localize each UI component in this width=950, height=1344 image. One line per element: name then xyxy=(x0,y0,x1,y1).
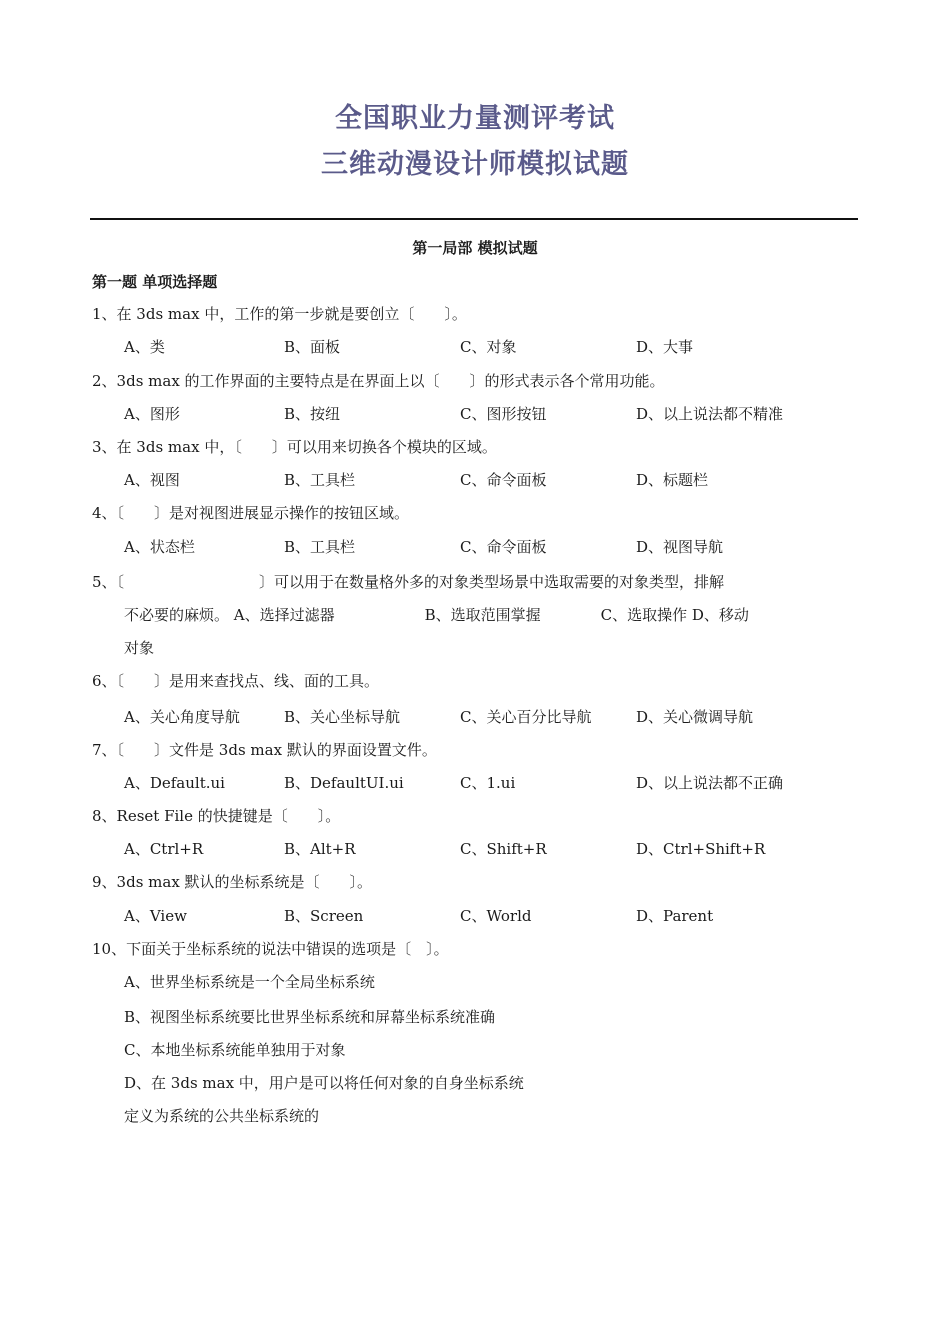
option-d: D、在 3ds max 中，用户是可以将任何对象的自身坐标系统 xyxy=(124,1074,524,1092)
option-d: D、以上说法都不正确 xyxy=(636,774,784,792)
option-b: B、Screen xyxy=(284,907,364,925)
option-b: B、Alt+R xyxy=(284,840,356,858)
option-a: A、状态栏 xyxy=(124,538,195,556)
option-b: B、DefaultUI.ui xyxy=(284,774,404,792)
question-2: 2、3ds max 的工作界面的主要特点是在界面上以〔 〕的形式表示各个常用功能。 xyxy=(92,372,665,390)
option-c: C、图形按钮 xyxy=(460,405,547,423)
option-d: D、Parent xyxy=(636,907,714,925)
option-c: C、命令面板 xyxy=(460,538,547,556)
question-10: 10、下面关于坐标系统的说法中错误的选项是〔 〕。 xyxy=(92,940,449,958)
question-5: 5、〔 〕可以用于在数量格外多的对象类型场景中选取需要的对象类型，排解 xyxy=(92,573,725,591)
option-c: C、World xyxy=(460,907,532,925)
option-c: C、对象 xyxy=(460,338,517,356)
option-a: A、View xyxy=(124,907,187,925)
option-c: C、Shift+R xyxy=(460,840,547,858)
option-a: A、类 xyxy=(124,338,165,356)
option-b: B、关心坐标导航 xyxy=(284,708,401,726)
option-d-continued: 定义为系统的公共坐标系统的 xyxy=(124,1107,320,1125)
option-c: C、命令面板 xyxy=(460,471,547,489)
question-6: 6、〔 〕是用来查找点、线、面的工具。 xyxy=(92,672,380,690)
option-c: C、本地坐标系统能单独用于对象 xyxy=(124,1041,346,1059)
option-a: A、关心角度导航 xyxy=(124,708,240,726)
option-a: A、视图 xyxy=(124,471,180,489)
option-b: B、视图坐标系统要比世界坐标系统和屏幕坐标系统准确 xyxy=(124,1008,496,1026)
option-c: C、1.ui xyxy=(460,774,516,792)
section-title: 第一题 单项选择题 xyxy=(92,273,218,291)
option-a: A、Ctrl+R xyxy=(124,840,204,858)
option-b: B、工具栏 xyxy=(284,538,356,556)
option-d: D、关心微调导航 xyxy=(636,708,754,726)
option-a: A、图形 xyxy=(124,405,180,423)
option-b: B、按纽 xyxy=(284,405,341,423)
question-9: 9、3ds max 默认的坐标系统是〔 〕。 xyxy=(92,873,373,891)
option-a: A、世界坐标系统是一个全局坐标系统 xyxy=(124,973,375,991)
option-d: D、以上说法都不精准 xyxy=(636,405,784,423)
part-title: 第一局部 模拟试题 xyxy=(412,239,538,257)
option-b: B、工具栏 xyxy=(284,471,356,489)
option-d: D、标题栏 xyxy=(636,471,709,489)
question-8: 8、Reset File 的快捷键是〔 〕。 xyxy=(92,807,341,825)
title-divider xyxy=(90,218,858,220)
option-d: D、Ctrl+Shift+R xyxy=(636,840,766,858)
option-d: D、大事 xyxy=(636,338,694,356)
question-3: 3、在 3ds max 中，〔 〕可以用来切换各个模块的区域。 xyxy=(92,438,497,456)
question-5-continued: 对象 xyxy=(124,639,155,657)
exam-title: 全国职业力量测评考试 xyxy=(335,103,615,134)
option-b: B、面板 xyxy=(284,338,341,356)
question-1: 1、在 3ds max 中，工作的第一步就是要创立〔 〕。 xyxy=(92,305,467,323)
option-d: D、视图导航 xyxy=(636,538,724,556)
question-7: 7、〔 〕文件是 3ds max 默认的界面设置文件。 xyxy=(92,741,437,759)
exam-subtitle: 三维动漫设计师模拟试题 xyxy=(321,149,629,180)
option-a: A、Default.ui xyxy=(124,774,225,792)
option-c: C、关心百分比导航 xyxy=(460,708,592,726)
question-5-continued: 不必要的麻烦。 A、选择过滤器 B、选取范围掌握 C、选取操作 D、移动 xyxy=(124,606,749,624)
question-4: 4、〔 〕是对视图进展显示操作的按钮区域。 xyxy=(92,504,410,522)
